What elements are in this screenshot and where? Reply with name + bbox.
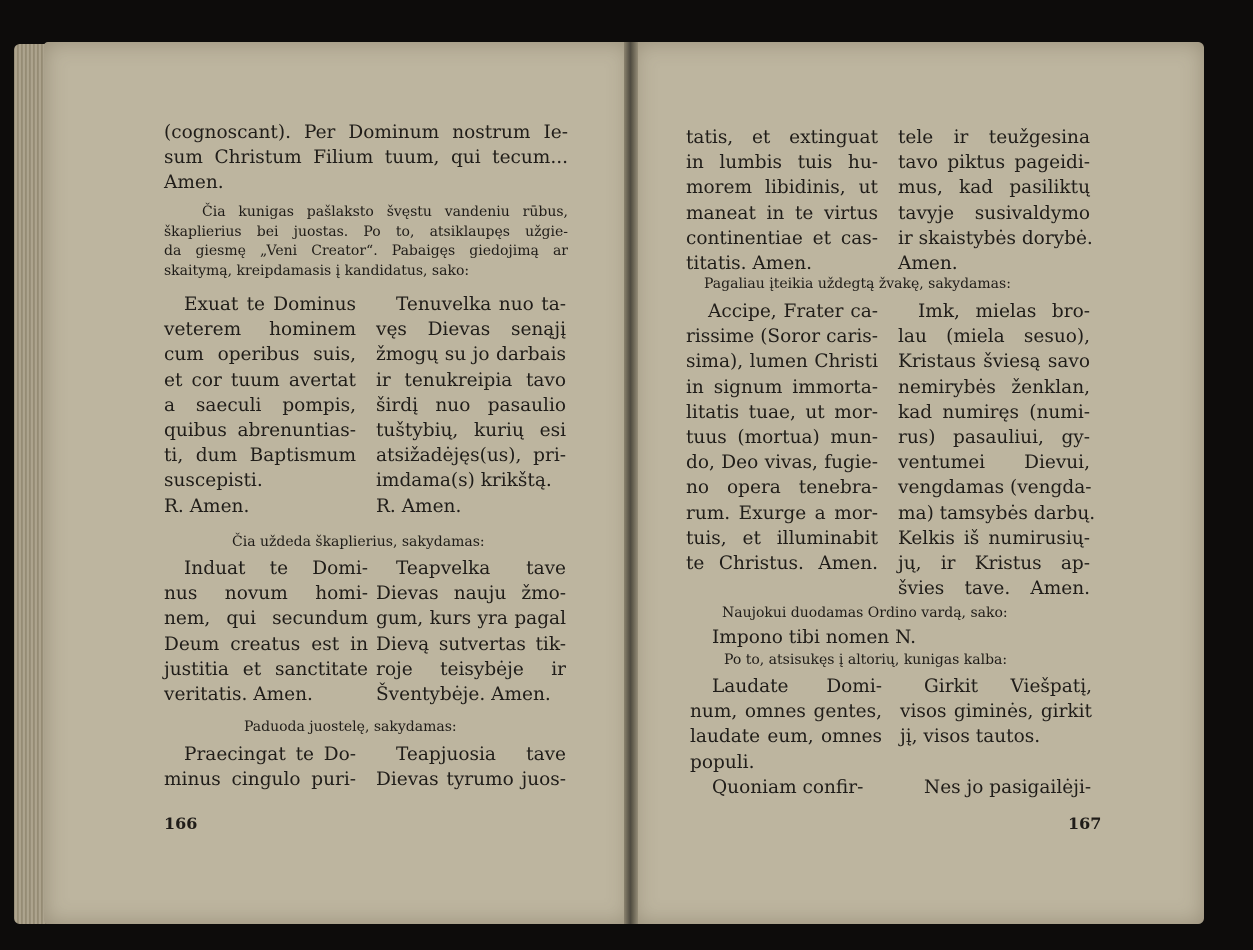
left-page-number: 166	[164, 814, 198, 833]
book-gutter	[624, 42, 638, 924]
right-block2-lithuanian: Imk, mielas bro- lau (miela sesuo), Kristaus šviesą savo nemirybės ženklan, kad numiręs (numi- rus) pasauliui, gy- ventumei Dievui, vengdamas (vengda- ma) tamsybės darbų. Kelkis iš numirusių- jų, ir Kristus ap- švies tave. Amen.	[898, 301, 1096, 600]
left-block2-lithuanian: Teapvelka tave Dievas nauju žmo- gum, kurs yra pagal Dievą sutvertas tik- roje teisybėje ir Šventybėje. Amen.	[376, 558, 566, 706]
left-block3-lithuanian: Teapjuosia tave Dievas tyrumo juos-	[376, 744, 566, 791]
left-block1-latin: Exuat te Dominus veterem hominem cum operibus suis, et cor tuum avertat a saeculi pompis, quibus abrenuntias- ti, dum Baptismum suscepisti. R. Amen.	[164, 294, 356, 517]
right-block1-lithuanian: tele ir teužgesina tavo piktus pageidi- mus, kad pasiliktų tavyje susivaldymo ir skaistybės dorybė. Amen.	[898, 127, 1093, 275]
right-block3-latin: Laudate Domi- num, omnes gentes, laudate eum, omnes populi.	[690, 676, 882, 773]
left-block2-latin: Induat te Domi- nus novum homi- nem, qui secundum Deum creatus est in justitia et sanctitate veritatis. Amen.	[164, 558, 368, 706]
quoniam-lithuanian: Nes jo pasigailėji-	[924, 777, 1092, 798]
right-block2-latin: Accipe, Frater ca- rissime (Soror caris- sima), lumen Christi in signum immorta- litatis tuae, ut mor- tuus (mortua) mun- do, Deo vivas, fugie- no opera tenebra- rum. Exurge a mor- tuis, et illuminabit te Christus. Amen.	[686, 301, 878, 575]
right-instruction-2: Naujokui duodamas Ordino vardą, sako:	[722, 605, 1008, 621]
left-block3-latin: Praecingat te Do- minus cingulo puri-	[164, 744, 356, 791]
right-page-number: 167	[1068, 814, 1102, 833]
right-instruction-3: Po to, atsisukęs į altorių, kunigas kalba:	[724, 652, 1008, 668]
right-block3-lithuanian: Girkit Viešpatį, visos giminės, girkit jį, visos tautos.	[900, 676, 1092, 748]
right-instruction-1: Pagaliau įteikia uždegtą žvakę, sakydamas:	[704, 276, 1011, 292]
left-block1-lithuanian: Tenuvelka nuo ta- vęs Dievas senąjį žmogų su jo darbais ir tenukreipia tavo širdį nuo pasaulio tuštybių, kurių esi atsižadėjęs(us), pri- imdama(s) krikštą. R. Amen.	[376, 294, 566, 517]
left-intro: (cognoscant). Per Dominum nostrum Ie- sum Christum Filium tuum, qui tecum... Amen.	[164, 122, 568, 194]
left-instruction-2: Čia uždeda škaplierius, sakydamas:	[232, 534, 485, 550]
quoniam-latin: Quoniam confir-	[712, 777, 864, 798]
left-instruction-3: Paduoda juostelę, sakydamas:	[244, 719, 457, 735]
right-block1-latin: tatis, et extinguat in lumbis tuis hu- morem libidinis, ut maneat in te virtus continentiae et cas- titatis. Amen.	[686, 127, 878, 275]
left-instruction-1: Čia kunigas pašlaksto švęstu vandeniu rūbus, škaplierius bei juostas. Po to, atsiklaupęs užgie- da giesmę „Veni Creator“. Pabaigęs giedojimą ar skaitymą, kreipdamasis į kandidatus, sako:	[164, 204, 568, 279]
impono-line: Impono tibi nomen N.	[712, 627, 916, 648]
